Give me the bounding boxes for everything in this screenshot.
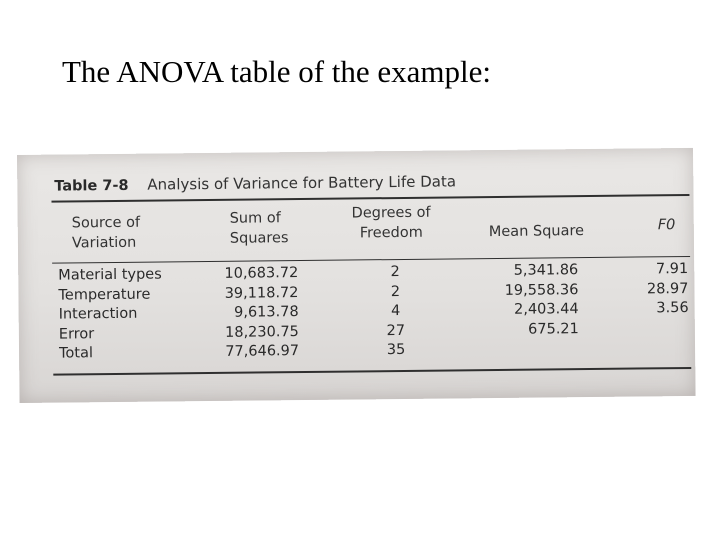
f-cell: 7.91	[655, 260, 689, 278]
scanned-table-image	[17, 148, 696, 403]
ms-cell: 19,558.36	[504, 281, 579, 299]
header-degrees-of-freedom: Degrees of Freedom	[351, 204, 431, 242]
table-bottom-rule	[53, 367, 691, 376]
ms-cell: 675.21	[528, 320, 579, 338]
ss-cell: 77,646.97	[225, 343, 300, 360]
ss-cell: 10,683.72	[224, 265, 299, 282]
f-cell: 3.56	[656, 299, 689, 317]
header-mean-square: Mean Square	[488, 223, 585, 241]
df-cell: 4	[390, 302, 401, 320]
slide-title: The ANOVA table of the example:	[62, 54, 492, 89]
source-cell: Interaction	[58, 305, 138, 323]
df-cell: 2	[390, 283, 401, 300]
header-f-statistic: F0	[657, 217, 676, 234]
table-caption	[54, 172, 456, 194]
table-header-rule	[52, 256, 690, 264]
table-label: Table 7-8	[54, 177, 129, 195]
f-cell: 28.97	[646, 280, 689, 297]
df-cell: 2	[390, 263, 400, 281]
column-source	[58, 265, 162, 364]
source-cell: Total	[58, 345, 94, 362]
ss-cell: 18,230.75	[224, 323, 299, 341]
ms-cell: 2,403.44	[513, 301, 579, 318]
table-title: Analysis of Variance for Battery Life Data	[147, 172, 457, 194]
header-source-of-variation: Source of Variation	[71, 214, 141, 252]
source-cell: Temperature	[58, 286, 151, 304]
ss-cell: 39,118.72	[224, 284, 299, 302]
header-sum-of-squares: Sum of Squares	[229, 210, 289, 247]
source-cell: Material types	[58, 266, 162, 284]
table-top-rule	[51, 194, 689, 203]
column-sum-of-squares	[218, 264, 299, 362]
ms-cell: 5,341.86	[513, 262, 579, 279]
column-f-statistic	[638, 260, 689, 319]
df-cell: 35	[386, 341, 406, 359]
df-cell: 27	[386, 322, 406, 339]
column-mean-square	[498, 261, 579, 340]
ss-cell: 9,613.78	[234, 304, 299, 321]
source-cell: Error	[58, 325, 95, 343]
column-degrees-of-freedom	[375, 263, 416, 361]
